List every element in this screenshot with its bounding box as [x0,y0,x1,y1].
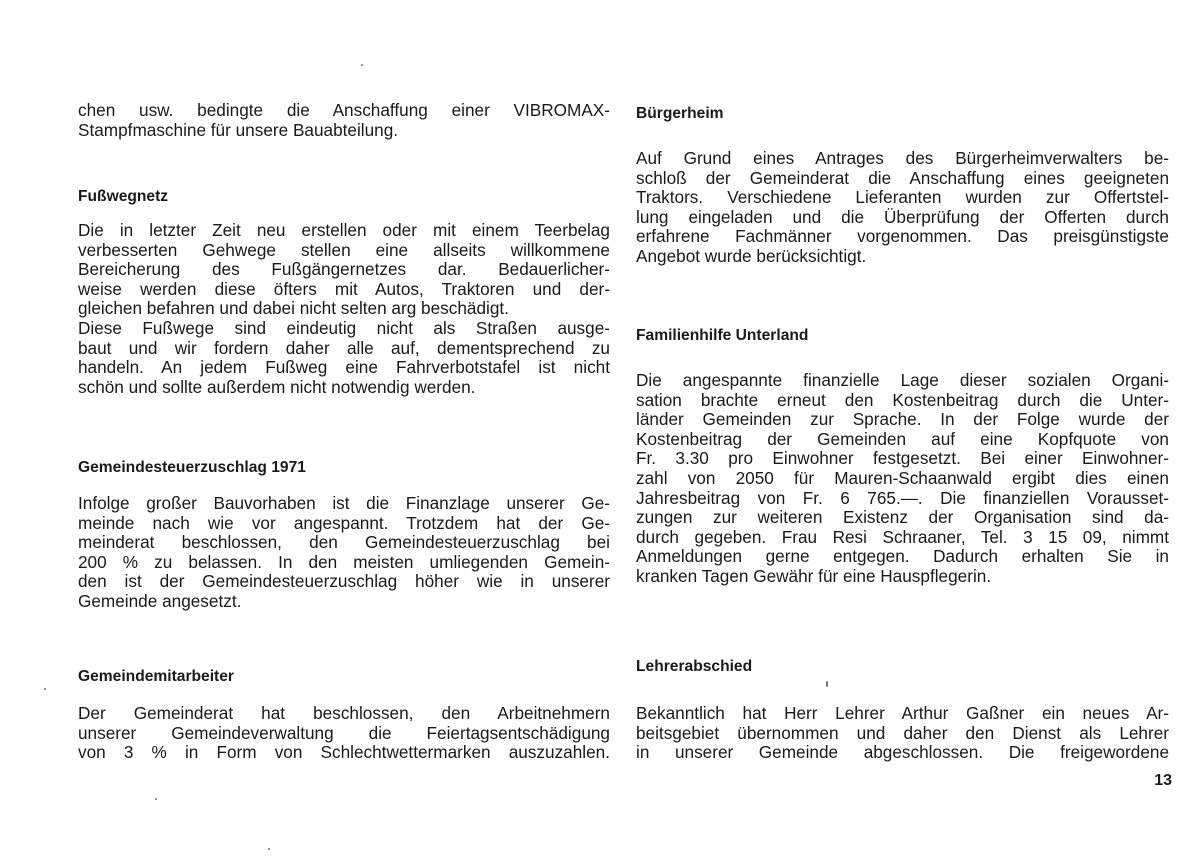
text-line: Jahresbeitrag von Fr. 6 765.—. Die finanziellen Vorausset- [636,487,1169,508]
scan-speck [826,681,828,687]
text-line: verbesserten Gehwege stellen eine allseits willkommene [78,239,610,260]
text-line: durch gegeben. Frau Resi Schraaner, Tel. 3 15 09, nimmt [636,526,1169,547]
text-line: gleichen befahren und dabei nicht selten arg beschädigt. [78,298,509,319]
section-heading-fusswegnetz: Fußwegnetz [78,188,169,205]
text-line: in unserer Gemeinde abgeschlossen. Die freigewordene [636,742,1169,763]
text-line: Traktors. Verschiedene Lieferanten wurden zur Offertstel- [636,187,1169,208]
scan-speck [44,688,46,690]
scan-speck [268,848,270,850]
scan-speck [155,798,157,800]
intro-paragraph [78,101,610,140]
text-line: Fr. 3.30 pro Einwohner festgesetzt. Bei einer Einwohner- [636,448,1169,469]
text-line: Die in letzter Zeit neu erstellen oder mit einem Teerbelag [78,220,610,240]
text-line: von 3 % in Form von Schlechtwettermarken auszuzahlen. [78,742,610,763]
text-line: Anmeldungen gerne entgegen. Dadurch erhalten Sie in [636,546,1169,567]
text-line: beitsgebiet übernommen und daher den Dienst als Lehrer [636,722,1169,743]
section-body-familienhilfe [636,371,1169,587]
text-line: Diese Fußwege sind eindeutig nicht als Straßen ausge- [78,317,610,338]
section-body-buergerheim [636,149,1169,267]
section-heading-familienhilfe: Familienhilfe Unterland [636,327,809,344]
text-line: weise werden diese öfters mit Autos, Traktoren und der- [78,278,610,299]
text-line: kranken Tagen Gewähr für eine Hauspflegerin. [636,565,992,586]
text-line: 200 % zu belassen. In den meisten umliegenden Gemein- [78,551,610,572]
text-line: meinde nach wie vor angespannt. Trotzdem hat der Ge- [78,512,610,533]
section-heading-lehrerabschied: Lehrerabschied [636,658,753,675]
text-line: Der Gemeinderat hat beschlossen, den Arbeitnehmern [78,703,610,723]
section-body-gemeindemitarbeiter [78,704,610,763]
text-line: den ist der Gemeindesteuerzuschlag höher wie in unserer [78,571,610,592]
text-line: chen usw. bedingte die Anschaffung einer VIBROMAX- [78,100,610,120]
text-line: Auf Grund eines Antrages des Bürgerheimverwalters be- [636,148,1169,168]
text-line: Stampfmaschine für unsere Bauabteilung. [78,119,399,140]
text-line: Infolge großer Bauvorhaben ist die Finanzlage unserer Ge- [78,493,610,513]
text-line: Bereicherung des Fußgängernetzes dar. Bedauerlicher- [78,259,610,280]
text-line: baut und wir fordern daher alle auf, dementsprechend zu [78,337,610,358]
text-line: lung eingeladen und die Überprüfung der Offerten durch [636,206,1169,227]
section-body-gemeindesteuerzuschlag [78,494,610,612]
section-heading-gemeindemitarbeiter: Gemeindemitarbeiter [78,668,234,685]
text-line: Angebot wurde berücksichtigt. [636,245,867,266]
section-body-fusswegnetz [78,221,610,397]
text-line: zungen zur weiteren Existenz der Organisation sind da- [636,507,1169,528]
text-line: Kostenbeitrag der Gemeinden auf eine Kopfquote von [636,428,1169,449]
text-line: schloß der Gemeinderat die Anschaffung eines geeigneten [636,167,1169,188]
text-line: meinderat beschlossen, den Gemeindesteuerzuschlag bei [78,532,610,553]
text-line: länder Gemeinden zur Sprache. In der Folge wurde der [636,409,1169,430]
text-line: handeln. An jedem Fußweg eine Fahrverbotstafel ist nicht [78,357,610,378]
section-body-lehrerabschied [636,704,1169,763]
text-line: Gemeinde angesetzt. [78,590,242,611]
scan-speck [361,64,363,66]
text-line: unserer Gemeindeverwaltung die Feiertagsentschädigung [78,722,610,743]
section-heading-gemeindesteuerzuschlag: Gemeindesteuerzuschlag 1971 [78,459,306,476]
page-number: 13 [1154,772,1172,789]
text-line: schön und sollte außerdem nicht notwendig werden. [78,376,476,397]
text-line: sation brachte erneut den Kostenbeitrag durch die Unter- [636,389,1169,410]
section-heading-buergerheim: Bürgerheim [636,105,724,122]
text-line: zahl von 2050 für Mauren-Schaanwald ergibt dies einen [636,467,1169,488]
text-line: Bekanntlich hat Herr Lehrer Arthur Gaßner ein neues Ar- [636,703,1169,723]
text-line: erfahrene Fachmänner vorgenommen. Das preisgünstigste [636,226,1169,247]
text-line: Die angespannte finanzielle Lage dieser sozialen Organi- [636,370,1169,390]
